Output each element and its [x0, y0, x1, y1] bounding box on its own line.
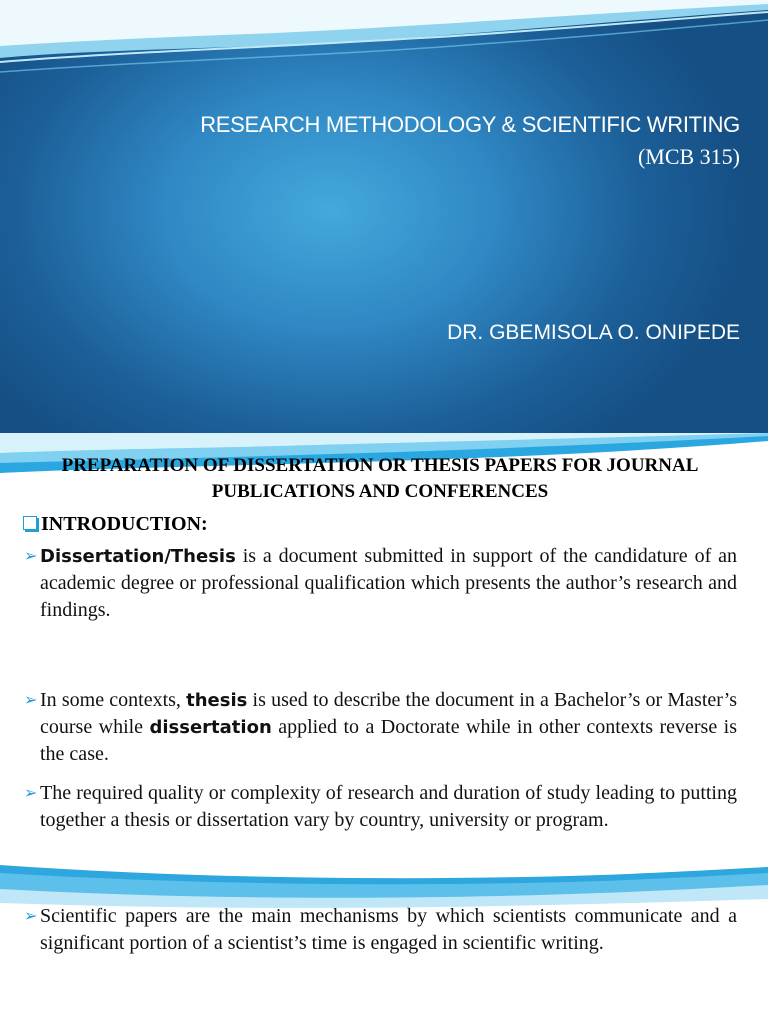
arrow-bullet-icon: ➢ [24, 908, 38, 925]
wave-decoration-top [0, 0, 768, 80]
slide-heading [30, 453, 730, 505]
paragraph-body: In some contexts, [40, 689, 187, 711]
arrow-bullet-icon: ➢ [24, 548, 38, 565]
paragraph-contexts [24, 687, 737, 768]
paragraph-scientific-papers [24, 903, 737, 957]
heading-line-2: PUBLICATIONS AND CONFERENCES [211, 481, 549, 502]
paragraph-body: is a document submitted in support of the candidature of an academic degree or professional qualification which presents the author’s research and findings. [40, 545, 737, 621]
slide-title: RESEARCH METHODOLOGY & SCIENTIFIC WRITING [200, 112, 740, 137]
section-introduction [23, 512, 208, 536]
paragraph-body: applied to a Doctorate while in other contexts reverse is the case. [40, 716, 737, 765]
paragraph-text [24, 543, 737, 624]
term-thesis: thesis [186, 690, 248, 711]
paragraph-body: is used to describe the document in a Bachelor’s or Master’s course while [40, 689, 737, 738]
term-dissertation-thesis: Dissertation/Thesis [40, 546, 236, 567]
arrow-bullet-icon: ➢ [24, 692, 38, 709]
paragraph-text [24, 687, 737, 768]
square-bullet-icon [23, 516, 37, 530]
content-slide [0, 433, 768, 1024]
paragraph-text: The required quality or complexity of research and duration of study leading to putting together a thesis or dissertation vary by country, university or program. [40, 782, 737, 831]
paragraph-text: Scientific papers are the main mechanisms by which scientists communicate and a significant portion of a scientist’s time is engaged in scientific writing. [40, 905, 737, 954]
heading-line-1: PREPARATION OF DISSERTATION OR THESIS PAPERS FOR JOURNAL [61, 455, 699, 476]
course-code: (MCB 315) [637, 144, 740, 169]
arrow-bullet-icon: ➢ [24, 785, 38, 802]
title-slide [0, 0, 768, 433]
term-dissertation: dissertation [149, 717, 272, 738]
author-name: DR. GBEMISOLA O. ONIPEDE [447, 321, 740, 344]
paragraph-quality [24, 780, 737, 834]
paragraph-dissertation-definition [24, 543, 737, 624]
introduction-label: INTRODUCTION: [41, 513, 208, 535]
